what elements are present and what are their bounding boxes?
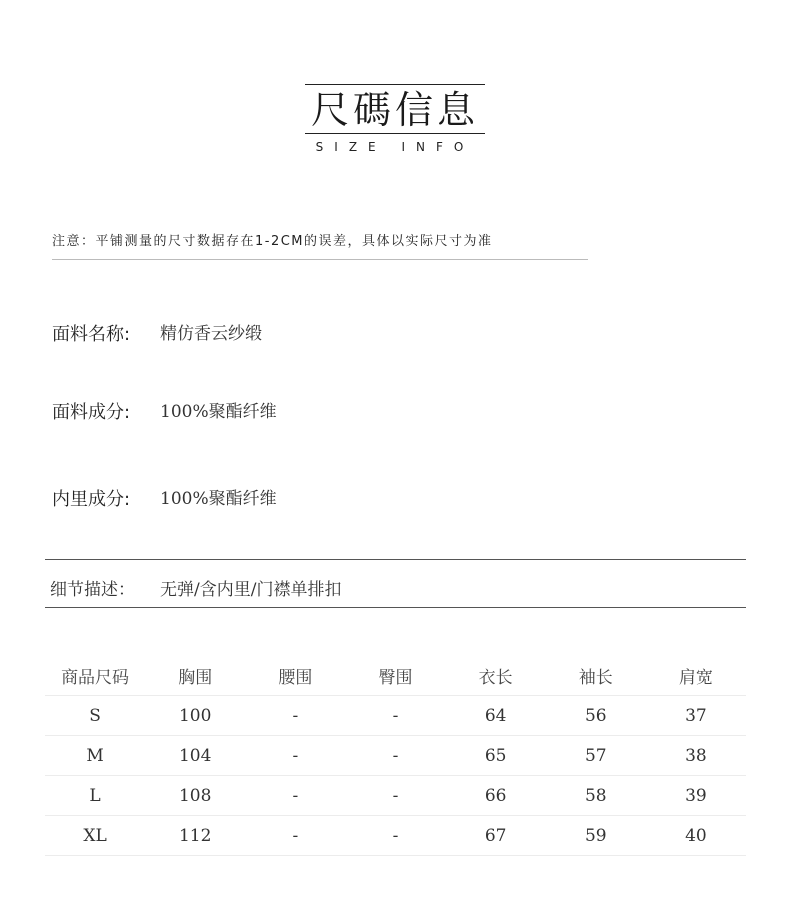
table-cell: 57 [546,736,646,776]
table-cell: 58 [546,776,646,816]
table-cell: - [345,696,445,736]
table-cell: - [245,696,345,736]
header-sleeve: 袖长 [546,656,646,696]
detail-value: 无弹/含内里/门襟单排扣 [160,580,342,600]
table-cell: S [45,696,145,736]
page-subtitle: SIZE INFO [315,140,475,154]
table-cell: - [345,736,445,776]
table-cell: 65 [446,736,546,776]
table-cell: 64 [446,696,546,736]
lining-composition-label: 内里成分: [52,489,131,510]
detail-top-divider [45,559,746,560]
table-cell: - [345,776,445,816]
size-table [45,656,746,856]
table-cell: 100 [145,696,245,736]
table-cell: 56 [546,696,646,736]
table-cell: - [345,816,445,856]
table-header-row [45,656,746,696]
table-row [45,696,746,736]
page-title: 尺碼信息 [305,84,485,134]
table-row [45,776,746,816]
table-cell: 40 [646,816,746,856]
title-wrap [0,84,790,134]
detail-label: 细节描述： [50,580,135,600]
table-cell: 67 [446,816,546,856]
table-cell: 59 [546,816,646,856]
note-divider [52,259,588,260]
table-row [45,816,746,856]
header-size: 商品尺码 [45,656,145,696]
table-cell: M [45,736,145,776]
table-cell: L [45,776,145,816]
fabric-name-label: 面料名称: [52,324,131,345]
lining-composition-value: 100%聚酯纤维 [160,489,277,509]
table-cell: - [245,776,345,816]
fabric-name-value: 精仿香云纱缎 [160,324,262,344]
table-cell: - [245,736,345,776]
table-cell: 108 [145,776,245,816]
table-row [45,736,746,776]
measurement-note: 注意：平铺测量的尺寸数据存在1-2CM的误差，具体以实际尺寸为准 [52,234,493,249]
table-cell: XL [45,816,145,856]
detail-bottom-divider [45,607,746,608]
table-cell: 66 [446,776,546,816]
header-chest: 胸围 [145,656,245,696]
header-length: 衣长 [446,656,546,696]
header-hip: 臀围 [345,656,445,696]
header-shoulder: 肩宽 [646,656,746,696]
table-cell: 104 [145,736,245,776]
table-cell: 39 [646,776,746,816]
fabric-composition-value: 100%聚酯纤维 [160,402,277,422]
fabric-composition-label: 面料成分: [52,402,131,423]
table-cell: - [245,816,345,856]
table-cell: 37 [646,696,746,736]
header-waist: 腰围 [245,656,345,696]
table-cell: 38 [646,736,746,776]
table-cell: 112 [145,816,245,856]
